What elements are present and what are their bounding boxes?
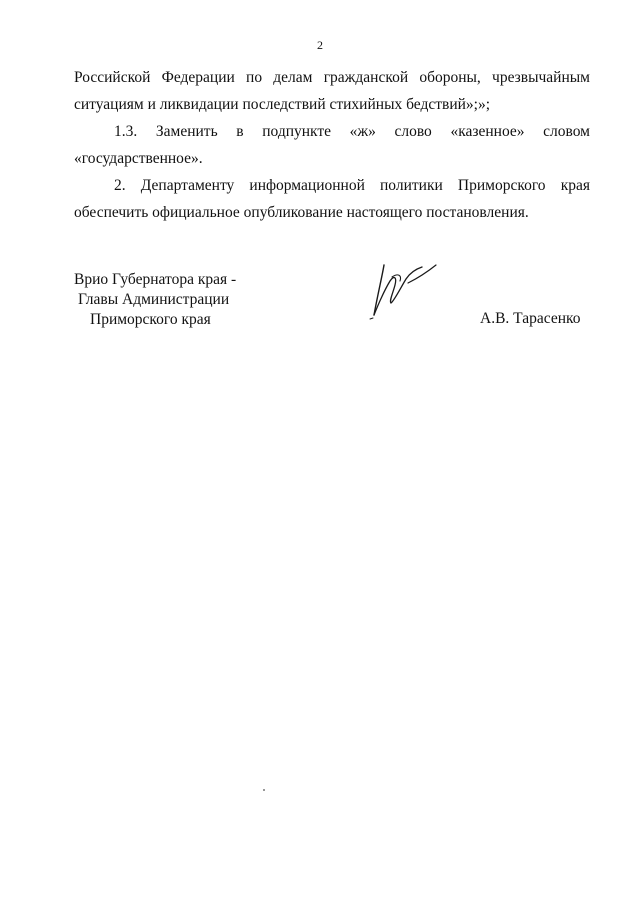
paragraph-3-line-1: 2. Департаменту информационной политики Приморского края	[114, 177, 590, 194]
scan-speck	[263, 789, 265, 791]
paragraph-1-line-2: ситуациям и ликвидации последствий стихийных бедствий»;»;	[74, 96, 491, 113]
paragraph-2-line-1: 1.3. Заменить в подпункте «ж» слово «казенное» словом	[114, 123, 590, 140]
signatory-title-line-2: Главы Администрации	[78, 291, 230, 308]
document-body	[74, 64, 590, 226]
paragraph-1-line-1: Российской Федерации по делам гражданской обороны, чрезвычайным	[74, 69, 590, 86]
signatory-title-line-3: Приморского края	[90, 311, 211, 328]
paragraph-3-line-2: обеспечить официальное опубликование настоящего постановления.	[74, 204, 529, 221]
signatory-title-block	[74, 270, 236, 330]
page-number: 2	[317, 38, 323, 52]
signer-name: А.В. Тарасенко	[480, 310, 581, 327]
signatory-title-line-1: Врио Губернатора края -	[74, 271, 237, 288]
handwritten-signature	[364, 255, 454, 325]
paragraph-2-line-2: «государственное».	[74, 150, 203, 167]
